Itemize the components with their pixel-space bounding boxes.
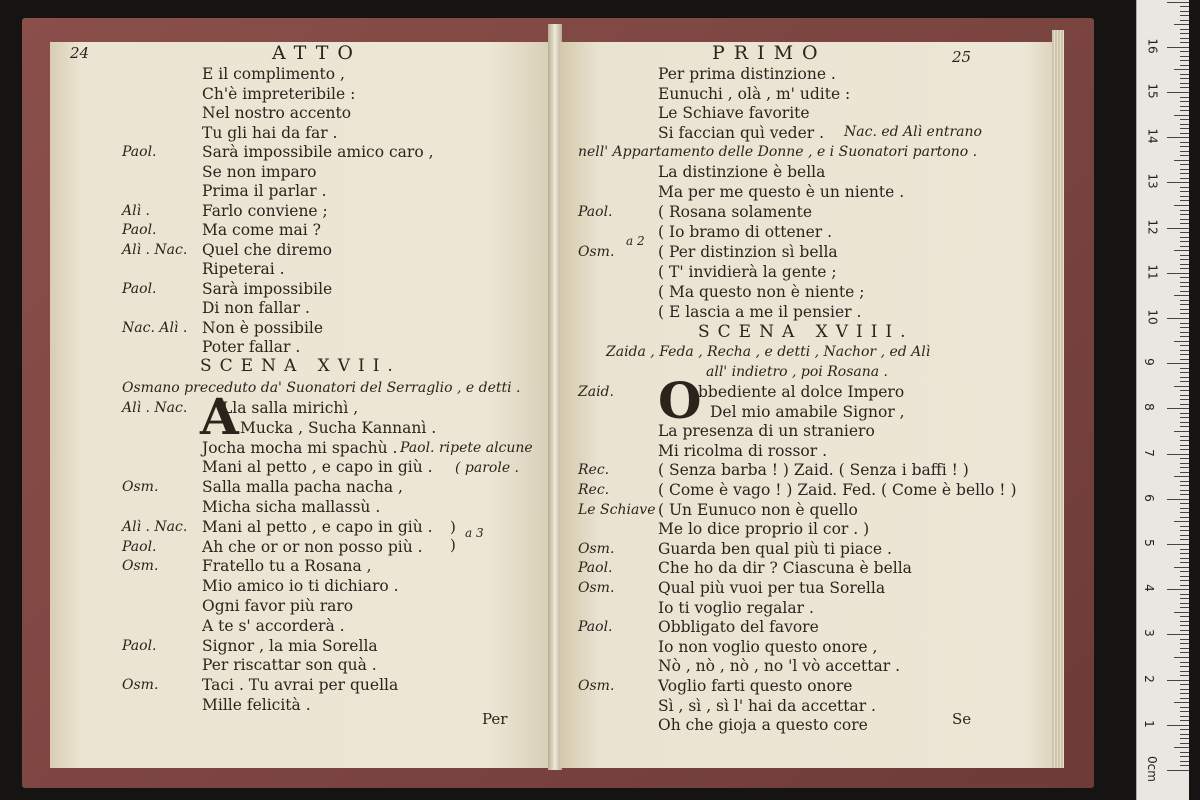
ruler-tick: [1180, 11, 1189, 12]
ruler-tick: [1180, 539, 1189, 540]
speaker-label: Le Schiave: [578, 501, 656, 518]
ruler-tick: [1180, 652, 1189, 653]
verse-line: ( Come è vago ! ) Zaid. Fed. ( Come è bello ! ): [658, 481, 1017, 499]
ruler-tick: [1180, 304, 1189, 305]
ruler-label: 12: [1145, 218, 1160, 235]
ruler-tick: [1180, 616, 1189, 617]
left-page-header: ATTO: [272, 42, 362, 64]
verse-line: Mani al petto , e capo in giù .: [202, 458, 433, 477]
ruler-tick: [1180, 259, 1189, 260]
ruler-tick: [1180, 684, 1189, 685]
ruler-tick: [1180, 720, 1189, 721]
ruler-tick: [1174, 521, 1189, 522]
ruler-tick: [1167, 454, 1189, 455]
ruler-tick: [1180, 350, 1189, 351]
ruler-tick: [1174, 250, 1189, 251]
ruler-tick: [1174, 341, 1189, 342]
ruler-tick: [1180, 255, 1189, 256]
ruler-tick: [1180, 142, 1189, 143]
ruler-tick: [1174, 702, 1189, 703]
speaker-label: Paol.: [122, 538, 157, 555]
ruler-tick: [1180, 395, 1189, 396]
ruler-tick: [1167, 2, 1189, 3]
ruler-tick: [1180, 738, 1189, 739]
verse-line: Ogni favor più raro: [202, 597, 354, 615]
ruler-tick: [1180, 485, 1189, 486]
ruler-tick: [1167, 318, 1189, 319]
verse-line: ( E lascia a me il pensier .: [658, 303, 862, 321]
ruler-tick: [1180, 97, 1189, 98]
verse-line: ( Un Eunuco non è quello: [658, 500, 858, 519]
ruler-tick: [1180, 752, 1189, 753]
ruler-tick: [1180, 440, 1189, 441]
ruler-tick: [1180, 643, 1189, 644]
speaker-label: Paol.: [122, 144, 157, 160]
ruler-tick: [1180, 639, 1189, 640]
ruler-tick: [1180, 277, 1189, 278]
right-page: [560, 42, 1055, 768]
verse-line: Sarà impossibile amico caro ,: [202, 143, 434, 161]
ruler-tick: [1180, 345, 1189, 346]
ruler-tick: [1180, 621, 1189, 622]
ruler-tick: [1167, 725, 1189, 726]
verse-line: A te s' accorderà .: [202, 616, 345, 635]
verse-line: Oh che gioja a questo core: [658, 716, 868, 735]
a3-mark: a 3: [465, 526, 484, 540]
verse-line: Mio amico io ti dichiaro .: [202, 577, 399, 596]
left-page: [50, 42, 550, 768]
ruler-tick: [1180, 223, 1189, 224]
ruler-tick: [1180, 38, 1189, 39]
ruler-tick: [1167, 770, 1189, 771]
ruler-tick: [1180, 562, 1189, 563]
ruler-tick: [1180, 580, 1189, 581]
aside-paol: Paol. ripete alcune: [400, 440, 533, 456]
ruler-tick: [1180, 413, 1189, 414]
verse-line: Salla malla pacha nacha ,: [202, 478, 403, 497]
ruler-label: 16: [1145, 38, 1160, 54]
speaker-label: Alì .: [122, 202, 150, 219]
speaker-label: Alì . Nac.: [122, 241, 188, 258]
ruler-tick: [1180, 327, 1189, 328]
ruler-tick: [1180, 359, 1189, 360]
ruler-tick: [1180, 124, 1189, 125]
ruler-tick: [1180, 313, 1189, 314]
ruler-tick: [1180, 689, 1189, 690]
verse-line: Che ho da dir ? Ciascuna è bella: [658, 559, 912, 578]
scene-heading-xvii: SCENA XVII.: [200, 356, 401, 376]
ruler-tick: [1180, 512, 1189, 513]
verse-line: Non è possibile: [202, 318, 324, 337]
ruler-tick: [1174, 115, 1189, 116]
speaker-label: Alì . Nac.: [122, 400, 188, 416]
ruler-tick: [1167, 182, 1189, 183]
speaker-label: Paol.: [122, 637, 157, 654]
verse-line: ( T' invidierà la gente ;: [658, 263, 837, 281]
verse-line: Del mio amabile Signor ,: [710, 402, 905, 421]
ruler-label: 14: [1145, 128, 1160, 144]
ruler-tick: [1180, 494, 1189, 495]
verse-line: Nel nostro accento: [202, 104, 352, 122]
ruler-tick: [1180, 237, 1189, 238]
ruler-tick: [1180, 51, 1189, 52]
ruler-tick: [1180, 503, 1189, 504]
verse-line: Mi ricolma di rossor .: [658, 441, 828, 460]
verse-line: Ma come mai ?: [202, 221, 321, 239]
ruler-tick: [1180, 404, 1189, 405]
ruler-tick: [1180, 711, 1189, 712]
ruler-tick: [1180, 151, 1189, 152]
speaker-label: Rec.: [578, 462, 610, 479]
ruler-tick: [1180, 417, 1189, 418]
verse-line: La distinzione è bella: [658, 163, 826, 181]
verse-line: Se non imparo: [202, 162, 317, 181]
ruler-tick: [1180, 323, 1189, 324]
ruler-tick: [1180, 241, 1189, 242]
speaker-label: Osm.: [578, 540, 615, 557]
ruler-tick: [1167, 408, 1189, 409]
left-catchword: Per: [482, 710, 508, 728]
ruler-tick: [1180, 481, 1189, 482]
ruler-tick: [1180, 60, 1189, 61]
verse-line: Eunuchi , olà , m' udite :: [658, 84, 851, 103]
ruler-tick: [1180, 106, 1189, 107]
stage-direction-2a: Zaida , Feda , Recha , e detti , Nachor , ed Alì: [606, 344, 931, 360]
ruler-tick: [1167, 273, 1189, 274]
ruler-tick: [1174, 160, 1189, 161]
ruler-tick: [1174, 567, 1189, 568]
verse-line: Si faccian quì veder .: [658, 123, 825, 142]
ruler-tick: [1180, 246, 1189, 247]
verse-line: Le Schiave favorite: [658, 104, 810, 122]
ruler-tick: [1167, 589, 1189, 590]
ruler-tick: [1180, 56, 1189, 57]
ruler-tick: [1180, 585, 1189, 586]
verse-line: Per riscattar son quà .: [202, 656, 377, 675]
scene-heading-xviii: SCENA XVIII.: [698, 322, 914, 342]
ruler-tick: [1180, 173, 1189, 174]
ruler-tick: [1180, 210, 1189, 211]
ruler-tick: [1180, 74, 1189, 75]
verse-line: Lla salla mirichì ,: [222, 399, 359, 417]
ruler-label: 0cm: [1144, 756, 1159, 782]
ruler-tick: [1180, 693, 1189, 694]
ruler-tick: [1180, 765, 1189, 766]
ruler-tick: [1180, 169, 1189, 170]
verse-line: Tu gli hai da far .: [202, 123, 338, 142]
verse-line: Mucka , Sucha Kannanì .: [240, 418, 437, 437]
speaker-label: Paol.: [122, 222, 157, 238]
speaker-label: Paol.: [578, 560, 613, 577]
aside-parole: ( parole .: [455, 460, 520, 476]
a2-mark: a 2: [626, 234, 645, 248]
verse-line: Mille felicità .: [202, 696, 311, 714]
speaker-label: Nac. Alì .: [122, 319, 188, 336]
ruler-tick: [1180, 354, 1189, 355]
ruler-tick: [1180, 671, 1189, 672]
ruler-label: 15: [1145, 83, 1160, 99]
ruler-tick: [1180, 146, 1189, 147]
ruler-tick: [1180, 463, 1189, 464]
right-catchword: Se: [952, 710, 972, 728]
ruler-tick: [1180, 309, 1189, 310]
ruler-tick: [1180, 133, 1189, 134]
ruler-tick: [1180, 526, 1189, 527]
ruler-tick: [1174, 69, 1189, 70]
ruler-tick: [1180, 399, 1189, 400]
verse-line: Guarda ben qual più ti piace .: [658, 539, 892, 558]
ruler-tick: [1180, 743, 1189, 744]
ruler-tick: [1180, 625, 1189, 626]
ruler-tick: [1180, 422, 1189, 423]
ruler-tick: [1180, 29, 1189, 30]
ruler-tick: [1180, 707, 1189, 708]
ruler-tick: [1180, 716, 1189, 717]
ruler-tick: [1167, 47, 1189, 48]
ruler-label: 6: [1141, 493, 1156, 502]
ruler-label: 1: [1141, 719, 1156, 728]
verse-line: Micha sicha mallassù .: [202, 498, 381, 516]
speaker-label: Osm.: [578, 580, 615, 596]
ruler-label: 9: [1141, 358, 1156, 367]
ruler-tick: [1180, 675, 1189, 676]
ruler-tick: [1180, 603, 1189, 604]
speaker-label: Osm.: [122, 558, 159, 575]
ruler-tick: [1180, 662, 1189, 663]
speaker-label: Osm.: [122, 479, 159, 496]
verse-line: Jocha mocha mi spachù .: [202, 438, 398, 457]
ruler-tick: [1180, 33, 1189, 34]
verse-line: Ch'è impreteribile :: [202, 84, 356, 103]
ruler-tick: [1180, 436, 1189, 437]
ruler-tick: [1180, 490, 1189, 491]
ruler-tick: [1180, 42, 1189, 43]
verse-line: Sì , sì , sì l' hai da accettar .: [658, 696, 876, 715]
ruler-tick: [1180, 368, 1189, 369]
stage-direction-2b: all' indietro , poi Rosana .: [706, 364, 888, 380]
ruler-tick: [1180, 268, 1189, 269]
ruler-tick: [1180, 630, 1189, 631]
ruler-tick: [1180, 467, 1189, 468]
verse-line: Per prima distinzione .: [658, 65, 836, 83]
ruler-tick: [1180, 332, 1189, 333]
verse-line: Io non voglio questo onore ,: [658, 637, 878, 656]
ruler-tick: [1174, 24, 1189, 25]
speaker-label: Zaid.: [578, 384, 614, 400]
verse-line: Sarà impossibile: [202, 279, 333, 298]
ruler-label: 13: [1145, 173, 1160, 190]
left-page-number: 24: [70, 44, 90, 62]
ruler-label: 2: [1141, 674, 1156, 683]
ruler-tick: [1174, 205, 1189, 206]
right-dropcap: O: [658, 371, 702, 430]
ruler-tick: [1180, 291, 1189, 292]
ruler-tick: [1167, 92, 1189, 93]
ruler-tick: [1174, 386, 1189, 387]
stage-direction-xvii: Osmano preceduto da' Suonatori del Serraglio , e detti .: [122, 380, 521, 396]
ruler-tick: [1180, 508, 1189, 509]
ruler-tick: [1174, 476, 1189, 477]
verse-line: Taci . Tu avrai per quella: [202, 676, 399, 695]
ruler-tick: [1180, 65, 1189, 66]
ruler-tick: [1180, 164, 1189, 165]
right-page-number: 25: [952, 48, 972, 66]
ruler-tick: [1180, 78, 1189, 79]
ruler-label: 11: [1145, 264, 1160, 280]
ruler-tick: [1167, 680, 1189, 681]
verse-line: ( Rosana solamente: [658, 203, 813, 221]
verse-line: Ripeterai .: [202, 260, 285, 278]
speaker-label: Osm.: [122, 677, 159, 694]
verse-line: bbediente al dolce Impero: [698, 383, 905, 401]
ruler-tick: [1180, 83, 1189, 84]
ruler-tick: [1180, 187, 1189, 188]
verse-line: ( Io bramo di ottener .: [658, 223, 833, 241]
ruler-tick: [1180, 110, 1189, 111]
ruler-tick: [1180, 390, 1189, 391]
verse-line: Qual più vuoi per tua Sorella: [658, 579, 886, 597]
left-dropcap: A: [200, 387, 239, 446]
ruler-tick: [1180, 698, 1189, 699]
ruler-tick: [1180, 20, 1189, 21]
ruler-tick: [1180, 191, 1189, 192]
ruler-tick: [1174, 295, 1189, 296]
verse-line: ( Ma questo non è niente ;: [658, 283, 865, 301]
ruler-tick: [1180, 372, 1189, 373]
ruler-tick: [1180, 607, 1189, 608]
ruler-tick: [1180, 666, 1189, 667]
ruler-tick: [1180, 445, 1189, 446]
verse-line: Farlo conviene ;: [202, 201, 328, 220]
ruler-tick: [1180, 598, 1189, 599]
speaker-label: Paol.: [122, 280, 157, 297]
verse-line: Prima il parlar .: [202, 182, 327, 200]
ruler-tick: [1180, 381, 1189, 382]
ruler-label: 4: [1141, 584, 1156, 593]
verse-line: Poter fallar .: [202, 338, 301, 356]
ruler-tick: [1180, 576, 1189, 577]
ruler-tick: [1180, 282, 1189, 283]
ruler-tick: [1180, 264, 1189, 265]
ruler-tick: [1180, 6, 1189, 7]
verse-line: Fratello tu a Rosana ,: [202, 557, 372, 576]
ruler-label: 5: [1141, 539, 1156, 547]
ruler-label: 8: [1141, 403, 1156, 412]
ruler-label: 7: [1141, 448, 1156, 457]
stage-direction-1a: Nac. ed Alì entrano: [844, 124, 982, 140]
ruler-tick: [1180, 558, 1189, 559]
verse-line: Voglio farti questo onore: [658, 677, 853, 695]
a3-brace: ) ): [450, 518, 456, 554]
verse-line: Me lo dice proprio il cor . ): [658, 520, 870, 539]
ruler-tick: [1180, 232, 1189, 233]
speaker-label: Osm.: [578, 678, 615, 694]
verse-line: Nò , nò , nò , no 'l vò accettar .: [658, 657, 901, 676]
ruler-tick: [1167, 363, 1189, 364]
ruler-tick: [1174, 612, 1189, 613]
ruler-tick: [1180, 155, 1189, 156]
ruler-tick: [1180, 553, 1189, 554]
ruler-tick: [1174, 431, 1189, 432]
speaker-label: Alì . Nac.: [122, 518, 188, 535]
ruler-tick: [1180, 336, 1189, 337]
ruler-tick: [1180, 286, 1189, 287]
ruler-tick: [1180, 214, 1189, 215]
measuring-ruler: [1136, 0, 1189, 800]
verse-line: Quel che diremo: [202, 240, 333, 259]
ruler-tick: [1167, 228, 1189, 229]
verse-line: ( Per distinzion sì bella: [658, 243, 838, 261]
ruler-tick: [1180, 196, 1189, 197]
speaker-label: Paol.: [578, 619, 613, 636]
ruler-tick: [1167, 634, 1189, 635]
verse-line: ( Senza barba ! ) Zaid. ( Senza i baffi ! ): [658, 461, 969, 480]
ruler-tick: [1167, 137, 1189, 138]
speaker-label: Osm.: [578, 244, 615, 260]
ruler-tick: [1180, 119, 1189, 120]
ruler-tick: [1180, 200, 1189, 201]
ruler-tick: [1180, 594, 1189, 595]
ruler-tick: [1180, 219, 1189, 220]
ruler-tick: [1174, 657, 1189, 658]
verse-line: La presenza di un straniero: [658, 422, 875, 441]
ruler-tick: [1180, 15, 1189, 16]
stage-direction-1b: nell' Appartamento delle Donne , e i Suonatori partono .: [578, 144, 978, 160]
ruler-tick: [1180, 472, 1189, 473]
verse-line: Ma per me questo è un niente .: [658, 183, 905, 201]
ruler-tick: [1180, 756, 1189, 757]
verse-line: Ah che or or non posso più .: [202, 537, 423, 556]
ruler-tick: [1180, 426, 1189, 427]
ruler-label: 3: [1141, 629, 1156, 638]
speaker-label: Rec.: [578, 482, 610, 498]
right-page-header: PRIMO: [712, 42, 827, 64]
ruler-tick: [1180, 300, 1189, 301]
ruler-tick: [1167, 544, 1189, 545]
ruler-tick: [1180, 449, 1189, 450]
ruler-tick: [1167, 499, 1189, 500]
verse-line: Io ti voglio regalar .: [658, 598, 814, 617]
verse-line: E il complimento ,: [202, 65, 345, 83]
ruler-tick: [1180, 549, 1189, 550]
verse-line: Mani al petto , e capo in giù .: [202, 517, 433, 536]
ruler-tick: [1180, 729, 1189, 730]
ruler-tick: [1180, 87, 1189, 88]
verse-line: Di non fallar .: [202, 299, 310, 317]
ruler-tick: [1180, 530, 1189, 531]
ruler-tick: [1180, 517, 1189, 518]
ruler-tick: [1174, 747, 1189, 748]
ruler-tick: [1180, 571, 1189, 572]
ruler-tick: [1180, 761, 1189, 762]
speaker-label: Paol.: [578, 204, 613, 220]
verse-line: Obbligato del favore: [658, 618, 819, 637]
ruler-tick: [1180, 535, 1189, 536]
ruler-tick: [1180, 178, 1189, 179]
ruler-tick: [1180, 648, 1189, 649]
ruler-tick: [1180, 458, 1189, 459]
ruler-tick: [1180, 377, 1189, 378]
page-edges: [1052, 30, 1064, 768]
verse-line: Signor , la mia Sorella: [202, 636, 378, 655]
ruler-tick: [1180, 128, 1189, 129]
ruler-label: 10: [1145, 309, 1160, 325]
ruler-tick: [1180, 101, 1189, 102]
ruler-tick: [1180, 734, 1189, 735]
